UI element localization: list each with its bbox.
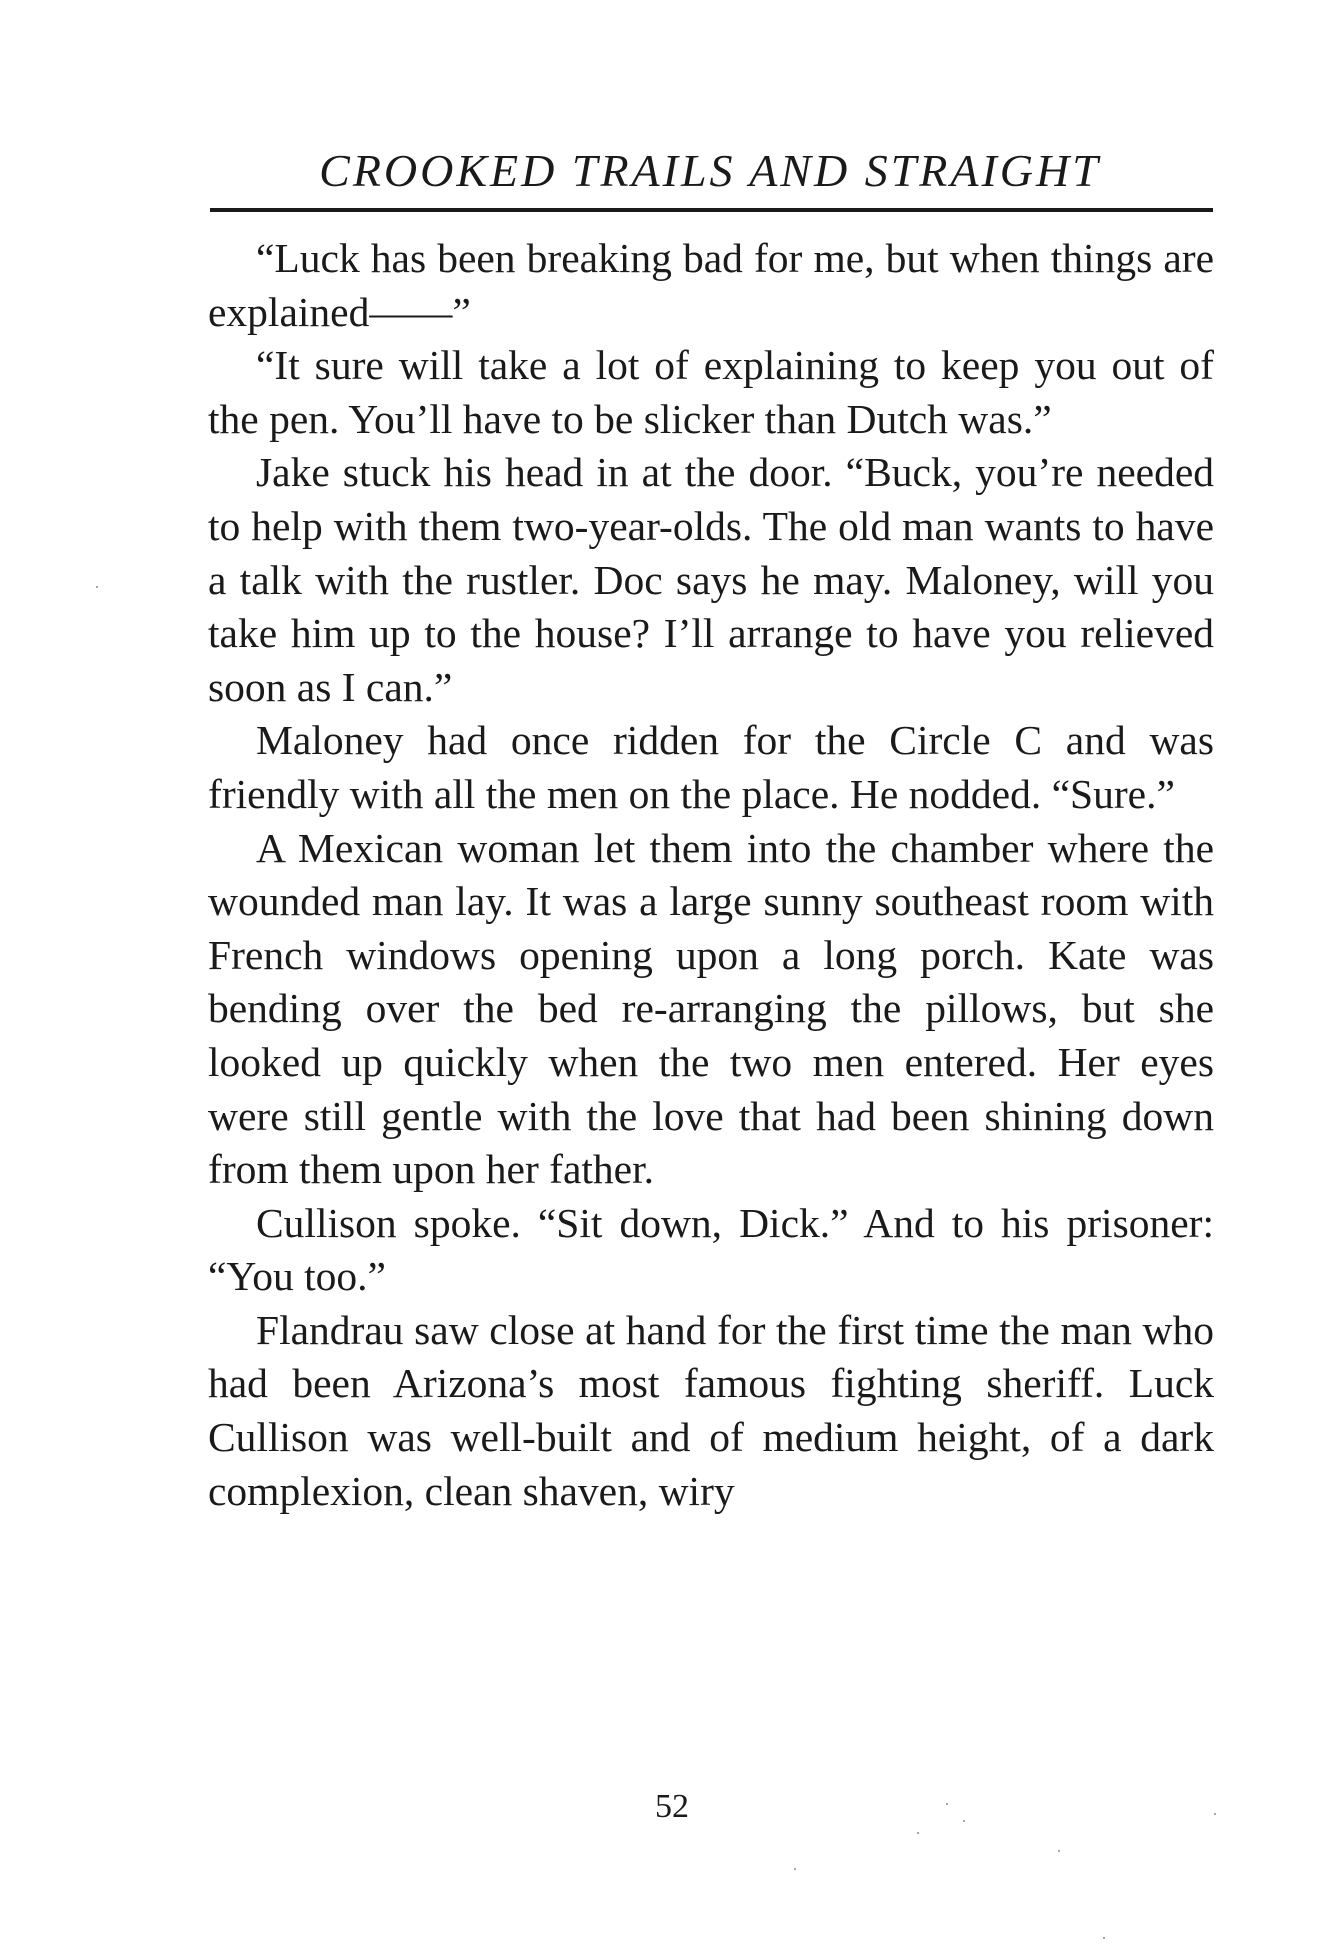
paper-speck — [794, 1868, 796, 1870]
paragraph: Jake stuck his head in at the door. “Buck, you’re needed to help with them two-year-olds. The old man wants to have a talk with the rustler. Doc says he may. Maloney, will you take him up to the house? I’ll arrange to have you relieved soon as I can.” — [208, 449, 1214, 710]
paragraph: Maloney had once ridden for the Circle C and was friendly with all the men on the place. He nodded. “Sure.” — [208, 717, 1214, 817]
paragraph: A Mexican woman let them into the chamber where the wounded man lay. It was a large sunny southeast room with French windows opening upon a long porch. Kate was bending over the bed re-arranging the pillows, but she looked up quickly when the two men entered. Her eyes were still gentle with the love that had been shining down from them upon her father. — [208, 824, 1214, 1193]
paper-speck — [946, 1803, 948, 1805]
paragraph: “It sure will take a lot of explaining to keep you out of the pen. You’ll have to be slicker than Dutch was.” — [208, 342, 1214, 442]
paragraph: Cullison spoke. “Sit down, Dick.” And to his prisoner: “You too.” — [208, 1199, 1214, 1300]
paragraph: “Luck has been breaking bad for me, but when things are explained——” — [208, 235, 1214, 335]
paper-speck — [963, 1820, 965, 1822]
paper-speck — [1058, 1850, 1060, 1852]
paper-speck — [1214, 1813, 1216, 1815]
page-number: 52 — [655, 1788, 689, 1825]
paragraph: Flandrau saw close at hand for the first time the man who had been Arizona’s most famous fighting sheriff. Luck Cullison was well-built and of medium height, of a dark complexion, clean shaven, wiry — [208, 1306, 1214, 1514]
paper-speck — [96, 586, 98, 588]
paper-speck — [917, 1832, 919, 1834]
body-text — [208, 232, 1214, 1518]
header-rule — [210, 208, 1213, 212]
running-head: CROOKED TRAILS AND STRAIGHT — [319, 145, 1101, 196]
paper-speck — [1103, 1937, 1105, 1939]
